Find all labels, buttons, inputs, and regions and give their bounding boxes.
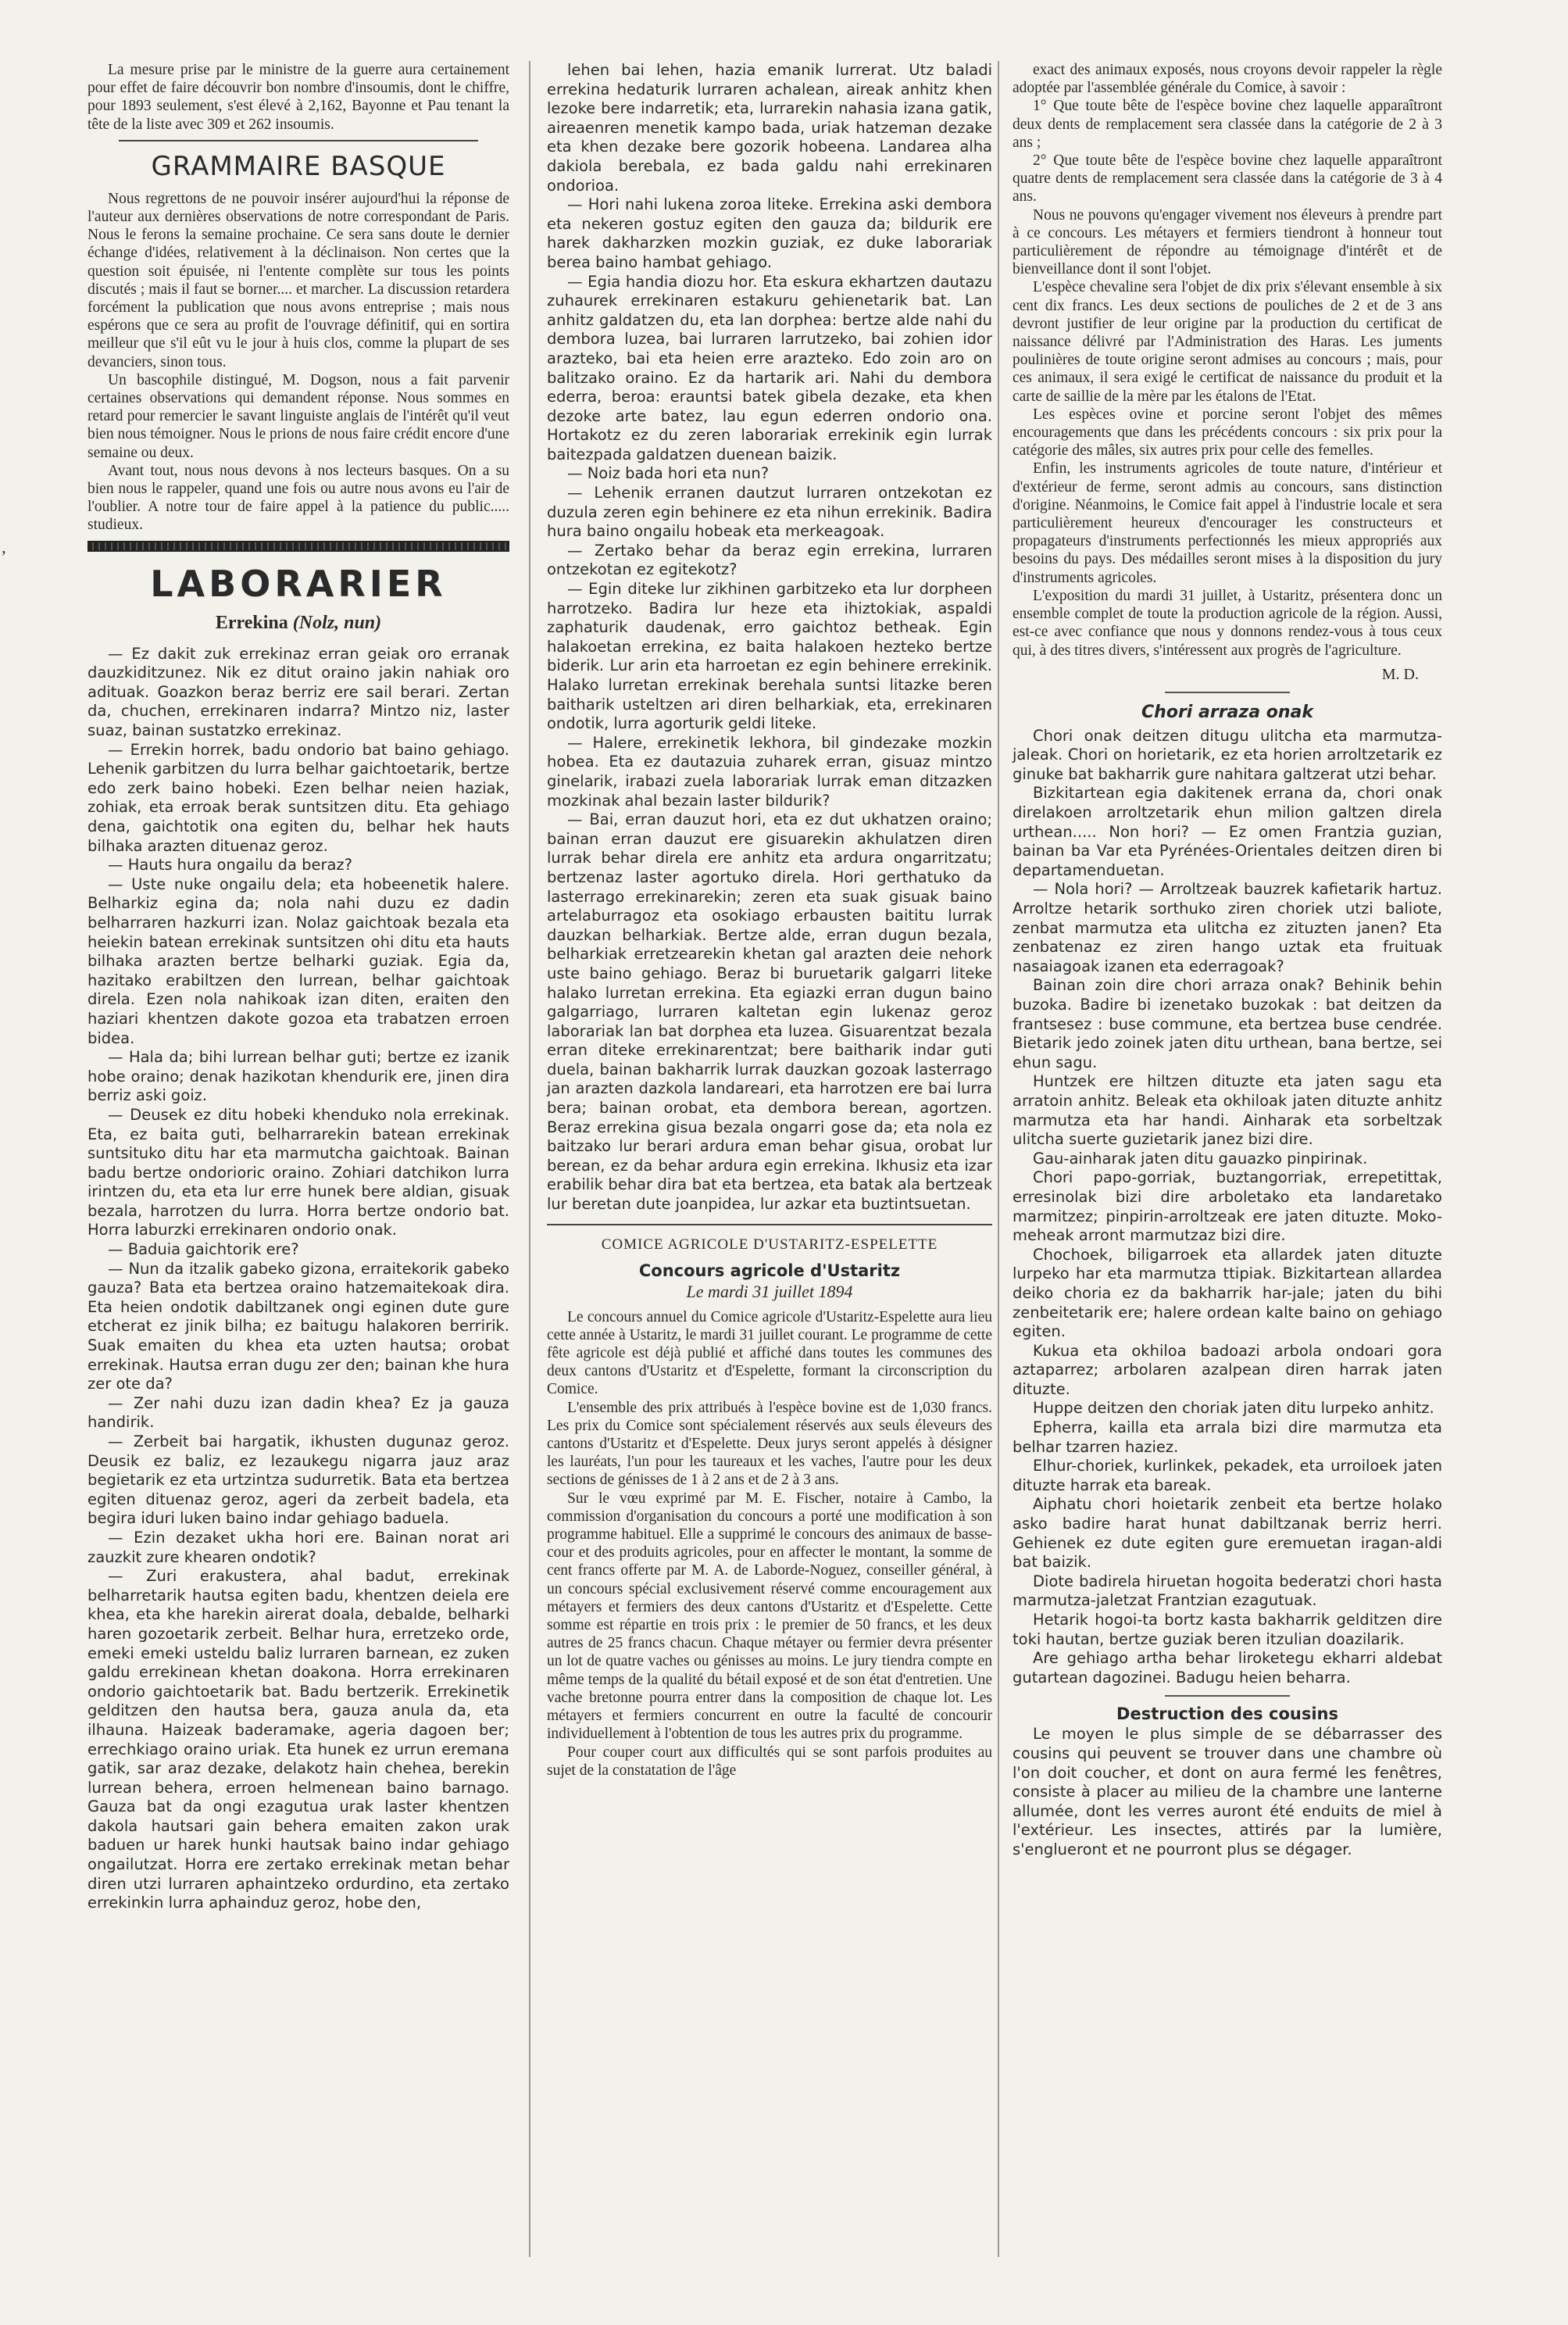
signature: M. D. — [1381, 665, 1419, 683]
paragraph: — Uste nuke ongailu dela; eta hobeenetik halere. Belharkiz egina da; nola nahi duzu ez dadin belharraren hazkurri izan. Nolaz gaichtoak bezala eta heiekin batean errekinak suntsitzen ohi ditu eta hauts bilhaka arazten bertze belharki guziak. Egia da, hazitako erabiltzen den lurrean, belhar gaichtoak direla. Ezen nola nahikoak izan diten, eraiten den haziari khentzen dakote gozoa eta trabatzen erroen bidea. — [88, 875, 509, 1047]
paragraph: — Zerbeit bai hargatik, ikhusten dugunaz geroz. Deusik ez baliz, ez lezaukegu nigarra jauz araz begietarik ez eta urtzintza sudurretik. Bata eta bertzea egiten dituenaz geroz, ageri da zerbeit badela, eta begira iduri luken baino indar gehiago baduela. — [88, 1433, 509, 1528]
grammaire-title: GRAMMAIRE BASQUE — [151, 150, 446, 182]
grammaire-paragraph: Avant tout, nous nous devons à nos lecteurs basques. On a su bien nous le rappeler, quand une fois ou autre nous avons eu l'air de l'oublier. A notre tour de faire appel à la patience du public..... studieux. — [88, 462, 509, 534]
column-2 — [547, 61, 992, 1780]
paragraph: — Halere, errekinetik lekhora, bil gindezake mozkin hobea. Eta ez dautazuia zuharek erran, gisuaz mintzo ginelarik, irabazi zuela laborariak lurrak eman ditzazken mozkinak ahal bezain laster bildurik? — [547, 733, 992, 810]
paragraph: — Egia handia diozu hor. Eta eskura ekhartzen dautazu zuhaurek errekinaren estakuru gehienetarik bat. Lan anhitz galdatzen du, eta lan dorphea: bertze alde nahi du dembora luzea, bai lurraren larrutzeko, bai zohien idor arazteko, bai eta heien erre arazteko. Edo zoin aro on balitzako oraino. Ez da hartarik ari. Nahi du dembora ederra, beroa: erauntsi batek gibela dezake, eta khen dezoke arte batez, lau egun ederren ondorio ona. Hortakotz ez du zeren laborariak errekinik egin lurrak baitezpada galdatzen duenean baizik. — [547, 272, 992, 463]
chori-title: Chori arraza onak — [1141, 702, 1313, 722]
cousins-title: Destruction des cousins — [1116, 1704, 1338, 1724]
paragraph: Les espèces ovine et porcine seront l'objet des mêmes encouragements que dans les précédents concours : six prix pour la catégorie des mâles, six autres prix pour celle des femelles. — [1013, 406, 1442, 460]
paragraph: Epherra, kailla eta arrala bizi dire marmutza eta belhar tzarren haziez. — [1013, 1418, 1442, 1456]
paragraph: Diote badirela hiruetan hogoita bederatzi chori hasta marmutza-jaletzat Frantzian ezagutuak. — [1013, 1572, 1442, 1610]
comice-article-cont — [1013, 61, 1442, 660]
short-rule — [1165, 1695, 1290, 1697]
concours-date: Le mardi 31 juillet 1894 — [686, 1281, 853, 1301]
column-3 — [1013, 61, 1442, 1860]
paragraph: Le concours annuel du Comice agricole d'Ustaritz-Espelette aura lieu cette année à Ustaritz, le mardi 31 juillet courant. Le programme de cette fête agricole est déjà publié et affiché dans toutes les communes des deux cantons d'Ustaritz et d'Espelette, formant la circonscription du Comice. — [547, 1308, 992, 1398]
paragraph: L'ensemble des prix attribués à l'espèce bovine est de 1,030 francs. Les prix du Comice sont spécialement réservés aux seuls éleveurs des cantons d'Ustaritz et d'Espelette. Deux jurys seront appelés à désigner les lauréats, l'un pour les taureaux et les vaches, l'autre pour les deux sections de génisses de 1 à 2 ans et de 2 à 3 ans. — [547, 1399, 992, 1489]
comice-article — [547, 1308, 992, 1780]
grammaire-paragraph: Un bascophile distingué, M. Dogson, nous a fait parvenir certaines observations qui demandent réponse. Nous sommes en retard pour remercier le savant linguiste anglais de l'intérêt qu'il veut bien nous témoigner. Nous le prions de nous faire crédit encore d'une semaine ou deux. — [88, 371, 509, 461]
laborarier-title: LABORARIER — [150, 562, 447, 605]
short-rule — [1165, 692, 1290, 693]
paragraph: — Nola hori? — Arroltzeak bauzrek kafietarik hartuz. Arroltze hetarik sorthuko ziren choriek utzi baliote, zenbat marmutza eta ulitcha ez zituzten janen? Eta zenbatenaz ez ziren hango uztak eta fruituak nasaiagoak izanen eta ederragoak? — [1013, 880, 1442, 975]
paragraph: Huntzek ere hiltzen dituzte eta jaten sagu eta arratoin anhitz. Beleak eta okhiloak jaten dituzte anhitz marmutza eta har handi. Ainharak eta sorbeltzak ulitcha suerte guzietarik janez bizi dire. — [1013, 1072, 1442, 1149]
paragraph: — Bai, erran dauzut hori, eta ez dut ukhatzen oraino; bainan erran dauzut ere gisuarekin akhulatzen diren lurrak behar direla ere anhitz eta ardura ongarritzatu; bertzenaz laster agortuko direla. Hori gerthatuko da lasterrago errekinarekin; zeren eta suak gisuak baino artelaburragoz eta osokiago erbausten baititu lurrak dauzkan belharkiak. Bertze alde, erran dugun bezala, belharkiak erretzearekin khetan gal arazten deie nehork uste baino gehiago. Beraz bi buruetarik galgarri liteke halako lurretan errekina. Eta egiazki erran dugun baino galgarriago, lurraren kaltetan egin lukenaz geroz laborariak lan bat dorphea eta luzea. Gisuarentzat bezala erran diteke errekinarentzat; bere baitharik indar guti duela, bainan bakharrik lurrak dauzkan gozoak lasterrago jan arazten dazkola landareari, eta harrotzen ere bai lurra bera; bainan orobat, eta dembora berean, agortzen. Beraz errekina gisua bezala ongarri gose da; eta nola ez baitzako lur berari ardura eman behar gisua, orobat lur berean, ez da behar ardura egin errekina. Ikhusiz eta izar erabilik behar dira bat eta bertzea, eta batak ala bertzeak lur beretan dute joanpidea, lur azkar eta buztintsuetan. — [547, 810, 992, 1214]
paragraph: Huppe deitzen den choriak jaten ditu lurpeko anhitz. — [1033, 1399, 1434, 1418]
grammaire-paragraph: Nous regrettons de ne pouvoir insérer aujourd'hui la réponse de l'auteur aux dernières observations de notre correspondant de Paris. Nous le ferons la semaine prochaine. Ce sera sans doute le dernier échange d'idées, relativement à la déclinaison. Non certes que la question soit épuisée, ni l'entente complète sur tous les points discutés ; mais il faut se borner.... et marcher. La discussion retardera forcément la publication que nous avons entreprise ; mais nous espérons que ce sera au profit de l'ouvrage définitif, qui en sortira meilleur que s'il eût vu le jour à huis clos, comme la plupart de ses devanciers, sinon tous. — [88, 190, 509, 370]
paragraph: Aiphatu chori hoietarik zenbeit eta bertze holako asko badire harat hunat dabiltzanak berriz herri. Gehienek ez dute egiten gure eremuetan iragan-aldi bat baizik. — [1013, 1495, 1442, 1572]
paragraph: — Lehenik erranen dautzut lurraren ontzekotan ez duzula zeren egin behinere ez eta nihun errekinik. Badira hura baino ongailu hobeak eta merkeagoak. — [547, 484, 992, 541]
paragraph: — Zuri erakustera, ahal badut, errekinak belharretarik hautsa egiten badu, khentzen deiela ere khea, eta khe harekin airerat doala, debalde, belharki haren gozoetarik zerbeit. Belhar hura, erretzeko orde, emeki emeki usteldu baliz lurraren barnean, ez zuken galdu errekinean khetan doakona. Horra errekinaren ondorio gaichtoetarik bat. Badu bertzerik. Errekinetik gelditzen den hautsa bera, gauza anula da, eta ilhauna. Haizeak baderamake, ageria dagoen ber; errechkiago oraino uriak. Eta hunek ez urrun eremana gatik, sar araz dezake, delakotz hain chehea, berekin lurrean behera, erroen helmenean baino barnago. Gauza bat da ongi ezagutua urak laster khentzen dakola hautsari gain behera emaiten zakon urak baduen ur harek hunki hautsak baino indar gehiago ongailutzat. Horra ere zertako errekinak metan behar diren utzi lurraren aphaintzeko ordurdino, eta zertako errekinkin lurra aphainduz geroz, hobe den, — [88, 1567, 509, 1912]
comice-title: COMICE AGRICOLE D'USTARITZ-ESPELETTE — [601, 1236, 938, 1253]
paragraph: lehen bai lehen, hazia emanik lurrerat. Utz baladi errekina hedaturik lurraren achalean, aireak anhitz khen lezoke bere indarretik; eta, lurrarekin nahasia izana gatik, aireaenren menetik kampo bada, uriak hatzeman dezake eta khen dezake bere gozorik hobeena. Landarea alha dakiola berebala, ez bada galdu nahi errekinaren ondorioa. — [547, 61, 992, 195]
cousins-paragraph: Le moyen le plus simple de se débarrasser des cousins qui peuvent se trouver dans une chambre où l'on doit coucher, et dont on aura fermé les fenêtres, consiste à placer au milieu de la chambre une lanterne allumée, dont les verres auront été enduits de miel à l'extérieur. Les insectes, attirés par la lumière, s'englueront et ne pourront plus se dégager. — [1013, 1725, 1442, 1858]
paragraph: — Deusek ez ditu hobeki khenduko nola errekinak. Eta, ez baita guti, belharrarekin batean errekinak suntsituko ditu har eta marmutcha gaichtoak. Bainan badu bertze ondorioric oraino. Zohiari datchikon lurra irintzen du, eta eta lur erre hunek bere aldian, gisuak bezala, harrotzen du lurra. Horra bertze ondorio bat. Horra laburzki errekinaren ondorio onak. — [88, 1105, 509, 1239]
paragraph: — Egin diteke lur zikhinen garbitzeko eta lur dorpheen harrotzeko. Badira lur heze eta ihiztokiak, aspaldi zaphaturik daudenak, erro gaichtoz betheak. Egin halakoetan errekina, ez baita halakoen hezteko bertze biderik. Lur arin eta harroetan ez egin behinere errekinik. Halako lurretan errekinak berehala suntsi litazke beren baitharik usteltzen ari diren belharkiak, eta, errekinaren ondotik, lurra agorturik geldi liteke. — [547, 580, 992, 733]
laborarier-article-cont — [547, 61, 992, 1214]
paragraph: — Zertako behar da beraz egin errekina, lurraren ontzekotan ez egitekotz? — [547, 541, 992, 579]
column-divider-2 — [998, 61, 999, 2257]
section-rule — [119, 140, 478, 141]
paragraph: — Noiz bada hori eta nun? — [567, 464, 770, 483]
column-divider-1 — [529, 61, 530, 2257]
paragraph: Kukua eta okhiloa badoazi arbola ondoari gora aztaparrez; arbolaren azalpean diren harrak jaten dituzte. — [1013, 1341, 1442, 1398]
paragraph: Hetarik hogoi-ta bortz kasta bakharrik gelditzen dire toki hautan, bertze guziak beren itzulian doazilarik. — [1013, 1611, 1442, 1648]
paragraph: Sur le vœu exprimé par M. E. Fischer, notaire à Cambo, la commission d'organisation du concours a porté une modification à son programme habituel. Elle a supprimé le concours des animaux de basse-cour et des produits agricoles, pour en affecter le montant, la somme de cent francs offerte par M. A. de Laborde-Noguez, conseiller général, à un concours spécial exclusivement réservé comme encouragement aux métayers et fermiers des deux cantons d'Ustaritz et d'Espelette. Cette somme est répartie en trois prix : le premier de 50 francs, et les deux autres de 25 francs chacun. Chaque métayer ou fermier devra présenter un lot de quatre vaches ou génisses au moins. Le jury tiendra compte en même temps de la qualité du bétail exposé et de son état d'entretien. Une vache bretonne pourra entrer dans la composition de chaque lot. Les métayers et fermiers concurrent en outre la faculté de concourir individuellement à l'obtention de tous les autres prix du programme. — [547, 1490, 992, 1743]
paragraph: L'espèce chevaline sera l'objet de dix prix s'élevant ensemble à six cent dix francs. Les deux sections de pouliches de 2 et de 3 ans devront justifier de leur origine par la production du certificat de naissance délivré par l'Administration des Haras. Les juments poulinières de toute origine seront admises au concours ; mais, pour ces animaux, il sera exigé le certificat de naissance du produit et la carte de saillie de la mère par les étalons de l'Etat. — [1013, 279, 1442, 405]
paragraph: Chochoek, biligarroek eta allardek jaten dituzte lurpeko har eta marmutza ttipiak. Bizkitartean allardea deiko choria ez da bakharrik har-jale; jaten du bihi zenbeitetarik ere; halere ordean kalte baino on gehiago egiten. — [1013, 1245, 1442, 1341]
paragraph: — Baduia gaichtorik ere? — [108, 1240, 299, 1259]
paragraph: exact des animaux exposés, nous croyons devoir rappeler la règle adoptée par l'assemblée générale du Comice, à savoir : — [1013, 62, 1442, 97]
paragraph: Are gehiago artha behar liroketegu ekharri aldebat gutartean dagozinei. Badugu heien beharra. — [1013, 1649, 1442, 1687]
paragraph: — Hori nahi lukena zoroa liteke. Errekina aski dembora eta nekeren gostuz egiten den gauza da; bildurik ere harek dakharzken mozkin guziak, ez duke laborariak berea baino hambat gehiago. — [547, 195, 992, 271]
paragraph: Pour couper court aux difficultés qui se sont parfois produites au sujet de la constatation de l'âge — [547, 1744, 992, 1779]
paragraph: Gau-ainharak jaten ditu gauazko pinpirinak. — [1033, 1149, 1368, 1168]
column-1 — [88, 61, 509, 1913]
paragraph: — Ez dakit zuk errekinaz erran geiak oro erranak dauzkiditzunez. Nik ez ditut oraino jakin nahiak oro adituak. Goazkon beraz berriz ere sail berari. Zertan da, chuchen, errekinaren indarra? Mintzo niz, laster suaz, bainan sustatzko errekinaz. — [88, 644, 509, 740]
paragraph: — Ezin dezaket ukha hori ere. Bainan norat ari zauzkit zure khearen ondotik? — [88, 1528, 509, 1566]
paragraph: 2° Que toute bête de l'espèce bovine chez laquelle apparaîtront quatre dents de remplacement sera classée dans la catégorie de 3 à 4 ans. — [1013, 152, 1442, 206]
paragraph: — Hala da; bihi lurrean belhar guti; bertze ez izanik hobe oraino; denak hazikotan khendurik ere, jinen dira berriz aski goiz. — [88, 1048, 509, 1105]
margin-mark: ʼ — [1, 547, 7, 567]
paragraph: Chori onak deitzen ditugu ulitcha eta marmutza-jaleak. Chori on horietarik, ez eta horien arroltzetarik ez ginuke bat bakharrik gure nahitara galtzerat utzi behar. — [1013, 726, 1442, 783]
subtitle-italic: (Nolz, nun) — [292, 612, 382, 633]
paragraph: — Zer nahi duzu izan dadin khea? Ez ja gauza handirik. — [88, 1393, 509, 1432]
paragraph: Bainan zoin dire chori arraza onak? Behinik behin buzoka. Badire bi izenetako buzokak : bat deitzen da frantsesez : buse commune, eta bertzea buse cendrée. Bietarik jedo zoinek jaten ditu urthean, bana bertze, sei ehun sagu. — [1013, 976, 1442, 1071]
chori-article — [1013, 727, 1442, 1688]
paragraph: Chori papo-gorriak, buztangorriak, errepetittak, erresinolak bizi dire arboletako eta landaretako marmitzez; pinpirin-arroltzeak ere jaten dituzte. Moko-meheak arront marmutzaz bizi dire. — [1013, 1168, 1442, 1245]
paragraph: — Nun da itzalik gabeko gizona, erraitekorik gabeko gauza? Bata eta bertzea oraino hatzemaitekoak dira. Eta heien ondotik dabiltzanek ongi eginen dute gure etcherat ez jinik bilha; ez baitugu halakoren berririk. Suak emaiten du khea eta uzten hautsa; orobat errekinak. Hautsa erran dugu zer den; bainan khe hura zer ote da? — [88, 1259, 509, 1393]
paragraph: Enfin, les instruments agricoles de toute nature, d'intérieur et d'extérieur de ferme, seront admis au concours, sans distinction d'origine. Néanmoins, le Comice fait appel à l'industrie locale et sera particulièrement heureux d'encourager les constructeurs et propagateurs d'instruments perfectionnés les mieux appropriés aux besoins du pays. Des médailles seront mises à la disposition du jury d'instruments agricoles. — [1013, 460, 1442, 586]
paragraph: L'exposition du mardi 31 juillet, à Ustaritz, présentera donc un ensemble complet de toute la production agricole de la région. Aussi, est-ce avec confiance que nous y donnons rendez-vous à tous ceux qui, à des titres divers, s'intéressent aux progrès de l'agriculture. — [1013, 587, 1442, 659]
concours-title: Concours agricole d'Ustaritz — [638, 1261, 901, 1280]
paragraph: 1° Que toute bête de l'espèce bovine chez laquelle apparaîtront deux dents de remplacement sera classée dans la catégorie de 2 à 3 ans ; — [1013, 98, 1442, 151]
paragraph: — Hauts hura ongailu da beraz? — [108, 856, 353, 875]
section-rule — [547, 1224, 992, 1225]
laborarier-article — [88, 645, 509, 1913]
paragraph: Elhur-choriek, kurlinkek, pekadek, eta urroiloek jaten dituzte harrak eta bareak. — [1013, 1457, 1442, 1494]
paragraph: — Errekin horrek, badu ondorio bat baino gehiago. Lehenik garbitzen du lurra belhar gaichtoetarik, bertze edo zerk baino hobeki. Ezen belhar neien haziak, zohiak, eta erroak berak suntsitzen ditu. Eta gehiago dena, gaichtotik ona egiten du, belhar hek hauts bilhaka arazten dituenaz geroz. — [88, 740, 509, 855]
subtitle-text: Errekina — [215, 612, 288, 633]
intro-paragraph: La mesure prise par le ministre de la guerre aura certainement pour effet de faire découvrir bon nombre d'insoumis, dont le chiffre, pour 1893 seulement, s'est élevé à 2,162, Bayonne et Pau tenant la tête de la liste avec 309 et 262 insoumis. — [88, 62, 509, 133]
paragraph: Nous ne pouvons qu'engager vivement nos éleveurs à prendre part à ce concours. Les métayers et fermiers tiendront à honneur tout particulièrement de répondre au témoignage d'intérêt et de bienveillance dont il sont l'objet. — [1013, 206, 1442, 278]
paragraph: Bizkitartean egia dakitenek errana da, chori onak direlakoen arroltzetarik ehun milion galtzen direla urthean..... Non hori? — Ez omen Frantzia guzian, bainan ba Var eta Pyrénées-Orientales deitzen diren bi departamenduetan. — [1013, 784, 1442, 879]
section-rule-thick — [88, 541, 509, 552]
errekina-subtitle — [88, 613, 509, 634]
